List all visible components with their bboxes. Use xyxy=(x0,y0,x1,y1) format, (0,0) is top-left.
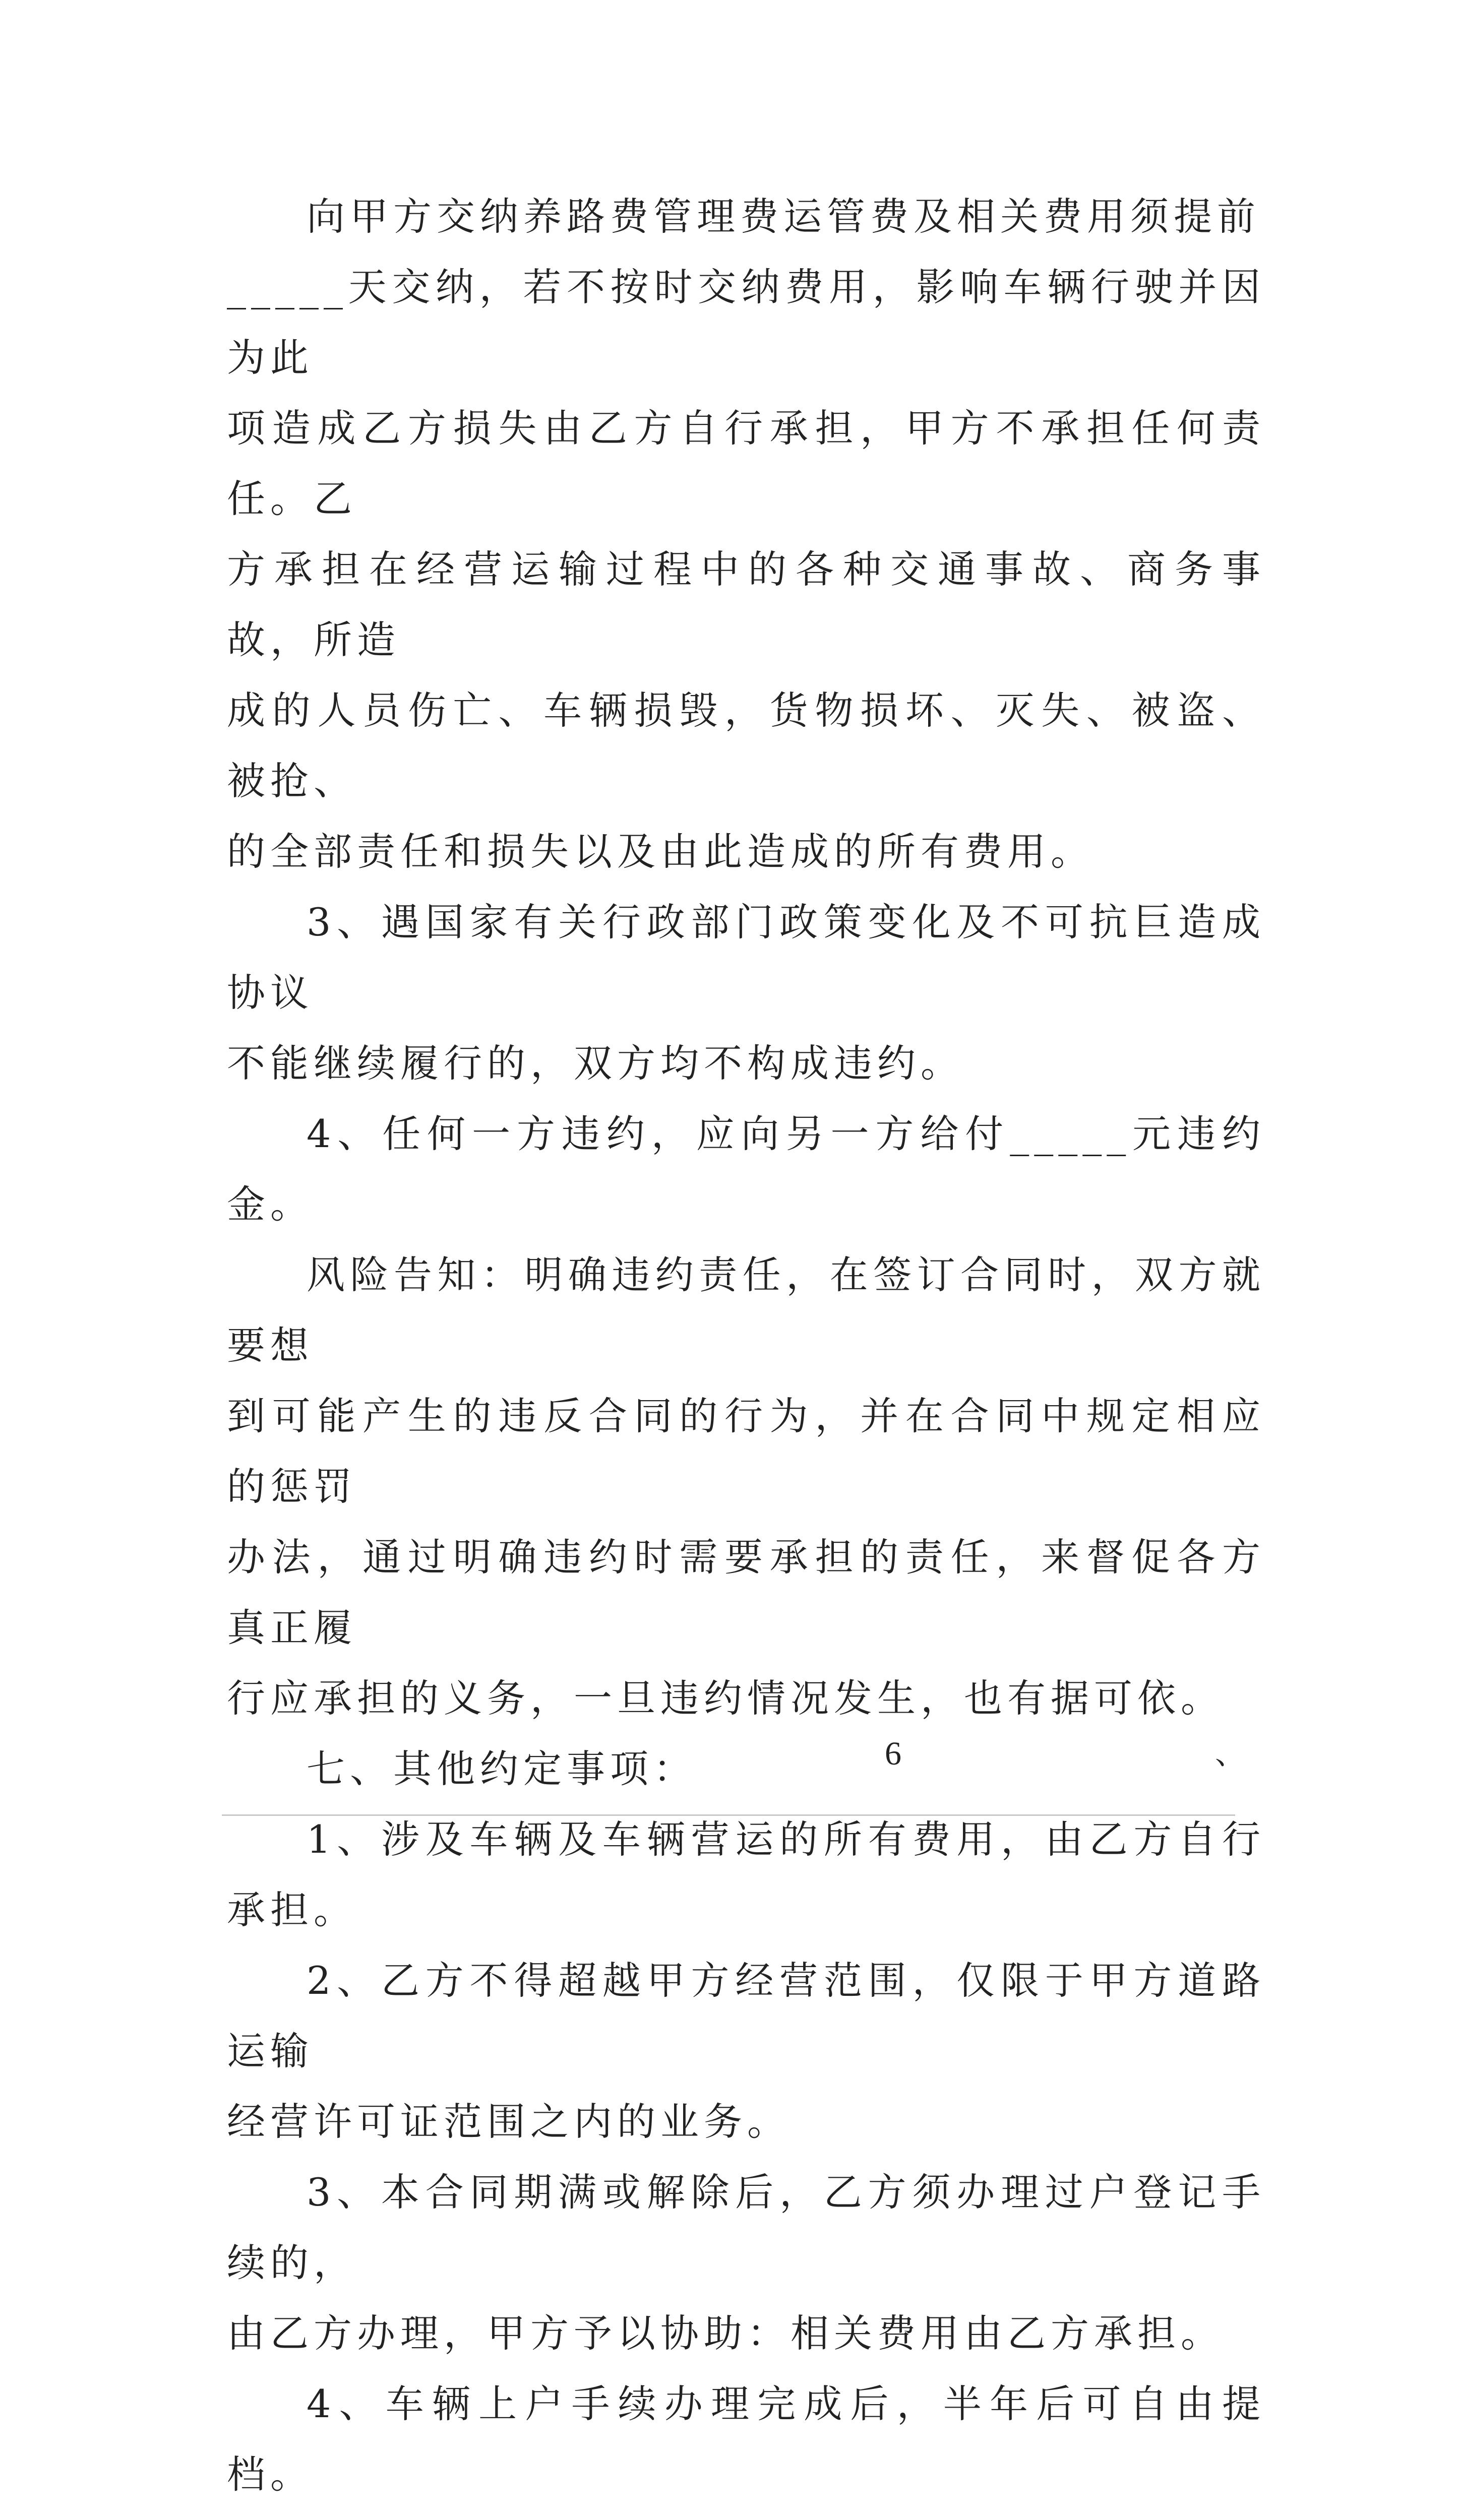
document-body xyxy=(227,181,1265,2520)
text-line: 七、其他约定事项： xyxy=(307,1746,697,1791)
text-line: 办法，通过明确违约时需要承担的责任，来督促各方真正履 xyxy=(227,1535,1265,1650)
page-number: 6 xyxy=(885,1735,901,1772)
section-heading xyxy=(227,1734,1265,1804)
text-line: 4、任何一方违约，应向另一方给付_____元违约金。 xyxy=(227,1111,1265,1227)
text-line: 的全部责任和损失以及由此造成的所有费用。 xyxy=(227,829,1094,874)
text-line: 项造成乙方损失由乙方自行承担，甲方不承担任何责任。乙 xyxy=(227,406,1265,521)
paragraph-item-1 xyxy=(227,1804,1265,1945)
text-line: 2、乙方不得超越甲方经营范围，仅限于甲方道路运输 xyxy=(227,1958,1265,2073)
text-line xyxy=(227,2510,1265,2520)
footer-mark: 、 xyxy=(1215,1736,1245,1772)
text-line: 到可能产生的违反合同的行为，并在合同中规定相应的惩罚 xyxy=(227,1394,1265,1509)
text-line: 方承担在经营运输过程中的各种交通事故、商务事故，所造 xyxy=(227,547,1265,662)
text-line: 成的人员伤亡、车辆损毁，货物损坏、灭失、被盗、被抢、 xyxy=(227,688,1265,803)
text-line: _____天交纳，若不按时交纳费用，影响车辆行驶并因为此 xyxy=(227,265,1265,380)
text-line: 经营许可证范围之内的业务。 xyxy=(227,2099,791,2144)
paragraph-item-4 xyxy=(227,2369,1265,2510)
paragraph-clause-4 xyxy=(227,1099,1265,1240)
paragraph-clause-3 xyxy=(227,887,1265,1099)
text-line: 风险告知：明确违约责任，在签订合同时，双方就要想 xyxy=(227,1252,1265,1368)
text-line: 向甲方交纳养路费管理费运管费及相关费用须提前 xyxy=(307,194,1260,239)
text-line: 3、遇国家有关行政部门政策变化及不可抗巨造成协议 xyxy=(227,900,1265,1015)
text-line: 不能继续履行的，双方均不构成违约。 xyxy=(227,1041,964,1086)
paragraph-item-3 xyxy=(227,2157,1265,2369)
paragraph-fees xyxy=(227,181,1265,887)
paragraph-risk-notice xyxy=(227,1240,1265,1734)
text-line: 3、本合同期满或解除后，乙方须办理过户登记手续的， xyxy=(227,2170,1265,2285)
paragraph-item-5 xyxy=(227,2510,1265,2520)
text-line: 4、车辆上户手续办理完成后，半年后可自由提档。 xyxy=(227,2381,1265,2497)
footer-divider xyxy=(222,1814,1235,1816)
text-line: 1、涉及车辆及车辆营运的所有费用，由乙方自行承担。 xyxy=(227,1817,1265,1932)
paragraph-item-2 xyxy=(227,1945,1265,2157)
text-line: 行应承担的义务，一旦违约情况发生，也有据可依。 xyxy=(227,1676,1224,1721)
text-line: 由乙方办理，甲方予以协助：相关费用由乙方承担。 xyxy=(227,2311,1224,2356)
